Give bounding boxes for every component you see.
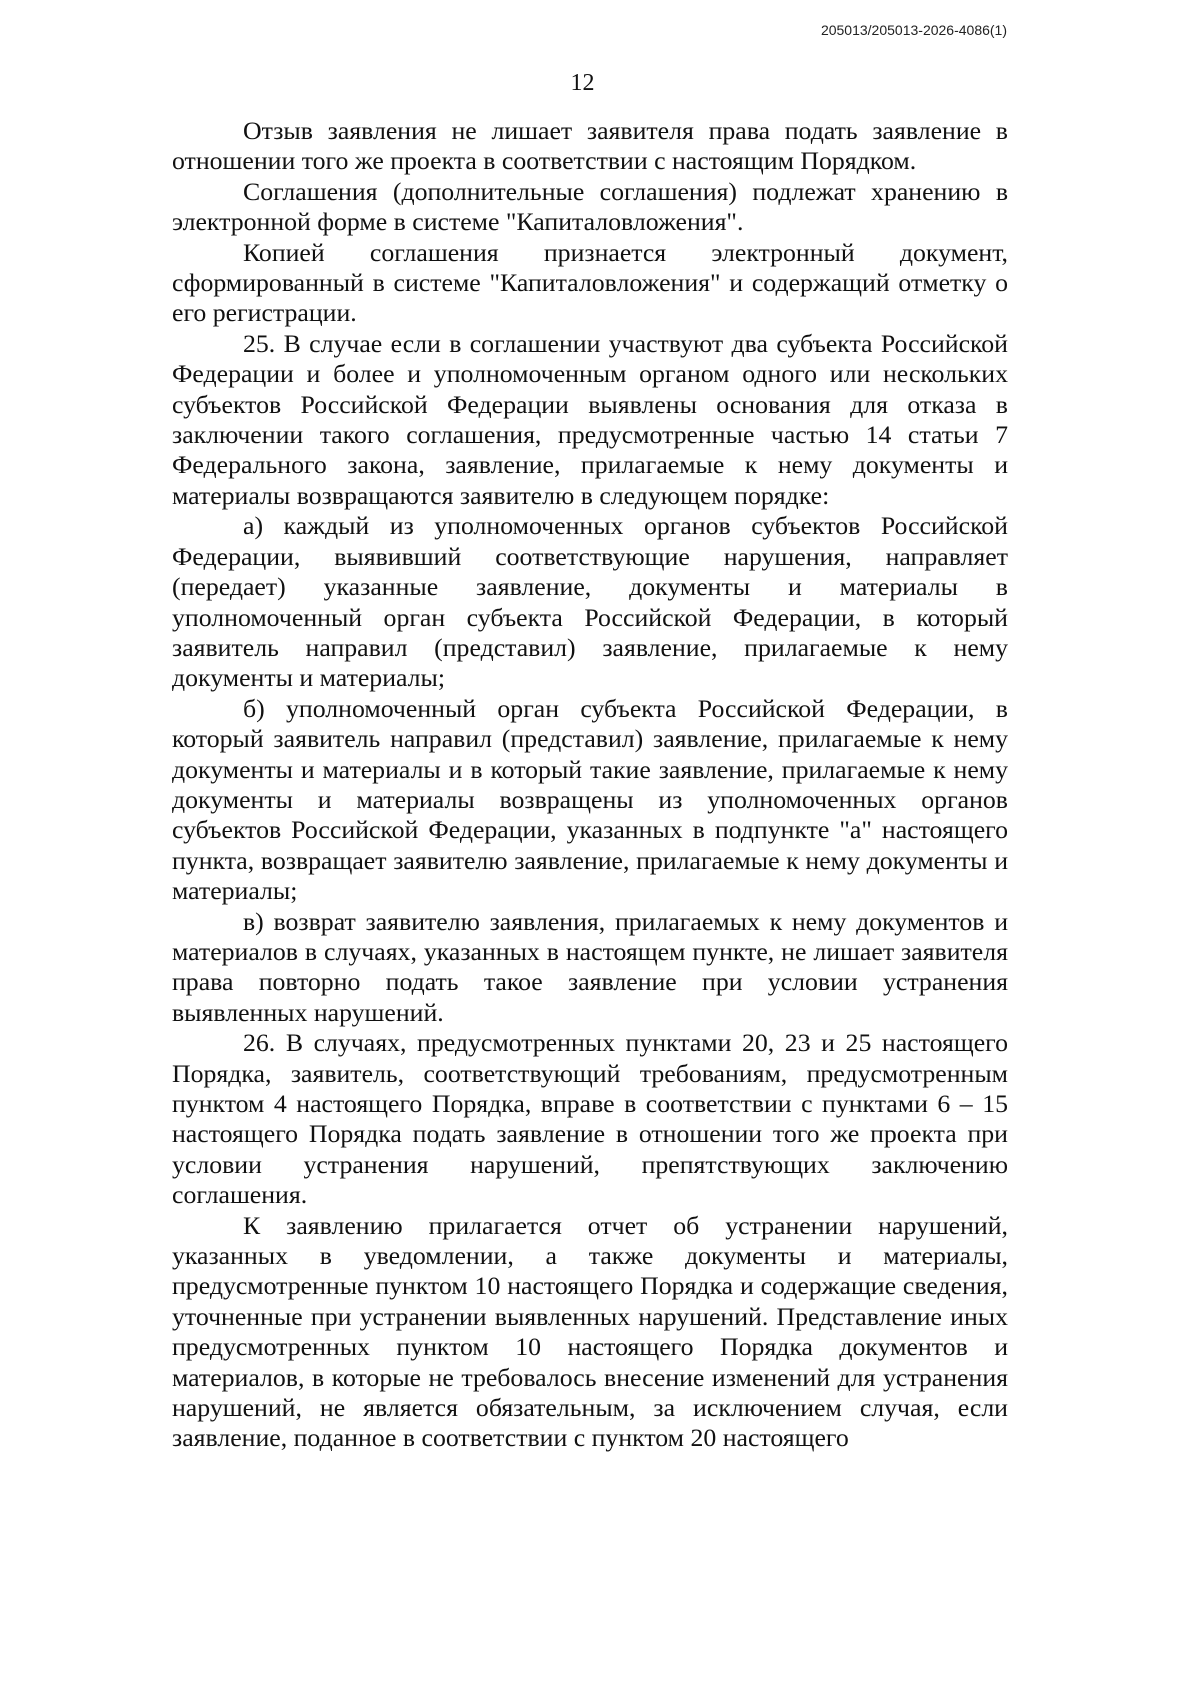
paragraph-storage: Соглашения (дополнительные соглашения) подлежат хранению в электронной форме в системе "Капиталовложения". (172, 176, 1008, 237)
paragraph-clause-25-a: а) каждый из уполномоченных органов субъектов Российской Федерации, выявивший соответствующие нарушения, направляет (передает) указанные заявление, документы и материалы в уполномоченный орган субъекта Российской Федерации, в который заявитель направил (представил) заявление, прилагаемые к нему документы и материалы; (172, 511, 1008, 693)
paragraph-clause-25-v: в) возврат заявителю заявления, прилагаемых к нему документов и материалов в случаях, указанных в настоящем пункте, не лишает заявителя права повторно подать такое заявление при условии устранения выявленных нарушений. (172, 906, 1008, 1027)
document-id: 205013/205013-2026-4086(1) (820, 22, 1007, 38)
page-number: 12 (570, 70, 595, 96)
paragraph-clause-26: 26. В случаях, предусмотренных пунктами 20, 23 и 25 настоящего Порядка, заявитель, соответствующий требованиям, предусмотренным пунктом 4 настоящего Порядка, вправе в соответствии с пунктами 6 – 15 настоящего Порядка подать заявление в отношении того же проекта при условии устранения нарушений, препятствующих заключению соглашения. (172, 1028, 1008, 1210)
paragraph-clause-25-b: б) уполномоченный орган субъекта Российской Федерации, в который заявитель направил (представил) заявление, прилагаемые к нему документы и материалы и в который такие заявление, прилагаемые к нему документы и материалы возвращены из уполномоченных органов субъектов Российской Федерации, указанных в подпункте "а" настоящего пункта, возвращает заявителю заявление, прилагаемые к нему документы и материалы; (172, 693, 1008, 906)
paragraph-copy: Копией соглашения признается электронный документ, сформированный в системе "Капиталовложения" и содержащий отметку о его регистрации. (172, 237, 1008, 328)
paragraph-clause-25: 25. В случае если в соглашении участвуют два субъекта Российской Федерации и более и уполномоченным органом одного или нескольких субъектов Российской Федерации выявлены основания для отказа в заключении такого соглашения, предусмотренные частью 14 статьи 7 Федерального закона, заявление, прилагаемые к нему документы и материалы возвращаются заявителю в следующем порядке: (172, 328, 1008, 510)
document-body (172, 116, 1008, 1454)
paragraph-withdrawal: Отзыв заявления не лишает заявителя права подать заявление в отношении того же проекта в соответствии с настоящим Порядком. (172, 116, 1008, 176)
paragraph-attachment: К заявлению прилагается отчет об устранении нарушений, указанных в уведомлении, а также документы и материалы, предусмотренные пунктом 10 настоящего Порядка и содержащие сведения, уточненные при устранении выявленных нарушений. Представление иных предусмотренных пунктом 10 настоящего Порядка документов и материалов, в которые не требовалось внесение изменений для устранения нарушений, не является обязательным, за исключением случая, если заявление, поданное в соответствии с пунктом 20 настоящего (172, 1210, 1008, 1453)
